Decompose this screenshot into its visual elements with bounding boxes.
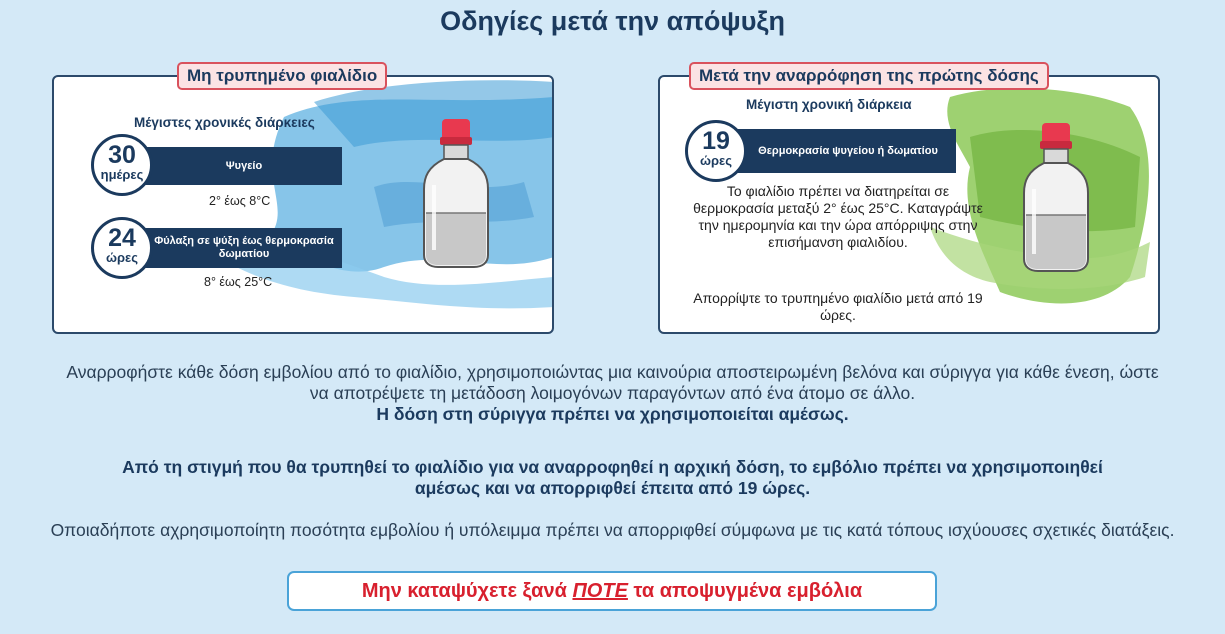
syringe-instructions	[0, 362, 1225, 425]
warning-after: τα αποψυγμένα εμβόλια	[627, 580, 863, 602]
duration-badge-30	[91, 134, 153, 196]
after-first-dose-label: Μετά την αναρρόφηση της πρώτης δόσης	[689, 62, 1049, 90]
never-refreeze-warning	[287, 571, 937, 611]
badge-number: 24	[108, 224, 136, 252]
left-subheading: Μέγιστες χρονικές διάρκειες	[134, 115, 315, 130]
fridge-temperature: 2° έως 8°C	[209, 194, 271, 208]
immediate-use-note: Η δόση στη σύριγγα πρέπει να χρησιμοποιείται αμέσως.	[376, 404, 849, 424]
disposal-regulations: Οποιαδήποτε αχρησιμοποίητη ποσότητα εμβολίου ή υπόλειμμα πρέπει να απορριφθεί σύμφωνα με τις κατά τόπους ισχύουσες σχετικές διατάξεις.	[50, 520, 1175, 540]
badge-unit: ώρες	[106, 250, 138, 265]
syringe-paragraph: Αναρροφήστε κάθε δόση εμβολίου από το φιαλίδιο, χρησιμοποιώντας μια καινούρια αποστειρωμένη βελόνα και σύριγγα για κάθε ένεση, ώστε να αποτρέψετε τη μετάδοση λοιμογόνων παραγόντων από ένα άτομο σε άλλο.	[66, 362, 1159, 403]
fridge-or-room-bar: Θερμοκρασία ψυγείου ή δωματίου	[718, 129, 956, 173]
unpunctured-vial-card	[52, 75, 554, 334]
duration-badge-24	[91, 217, 153, 279]
discard-after-19h: Από τη στιγμή που θα τρυπηθεί το φιαλίδιο για να αναρροφηθεί η αρχική δόση, το εμβόλιο πρέπει να χρησιμοποιηθεί αμέσως και να απορριφθεί έπειτα από 19 ώρες.	[122, 457, 1103, 498]
warning-emphasis: ΠΟΤΕ	[572, 580, 628, 602]
room-temp-bar: Φύλαξη σε ψύξη έως θερμοκρασία δωματίου	[124, 228, 342, 268]
badge-unit: ώρες	[700, 153, 732, 168]
vial-icon	[414, 115, 498, 269]
discard-instructions: Απορρίψτε το τρυπημένο φιαλίδιο μετά από 19 ώρες.	[693, 290, 983, 323]
badge-unit: ημέρες	[100, 167, 144, 182]
page-title: Οδηγίες μετά την απόψυξη	[440, 6, 785, 36]
duration-badge-19	[685, 120, 747, 182]
unpunctured-vial-label: Μη τρυπημένο φιαλίδιο	[177, 62, 387, 90]
after-first-dose-card	[658, 75, 1160, 334]
right-subheading: Μέγιστη χρονική διάρκεια	[746, 97, 912, 112]
badge-number: 30	[108, 141, 136, 169]
fridge-bar: Ψυγείο	[124, 147, 342, 185]
vial-icon	[1014, 119, 1098, 273]
badge-number: 19	[702, 127, 730, 155]
room-temperature: 8° έως 25°C	[204, 275, 273, 289]
warning-before: Μην καταψύχετε ξανά	[361, 580, 573, 602]
storage-instructions: Το φιαλίδιο πρέπει να διατηρείται σε θερμοκρασία μεταξύ 2° έως 25°C. Καταγράψτε την ημερομηνία και την ώρα απόρριψης στην επισήμανση φιαλιδίου.	[693, 183, 983, 250]
